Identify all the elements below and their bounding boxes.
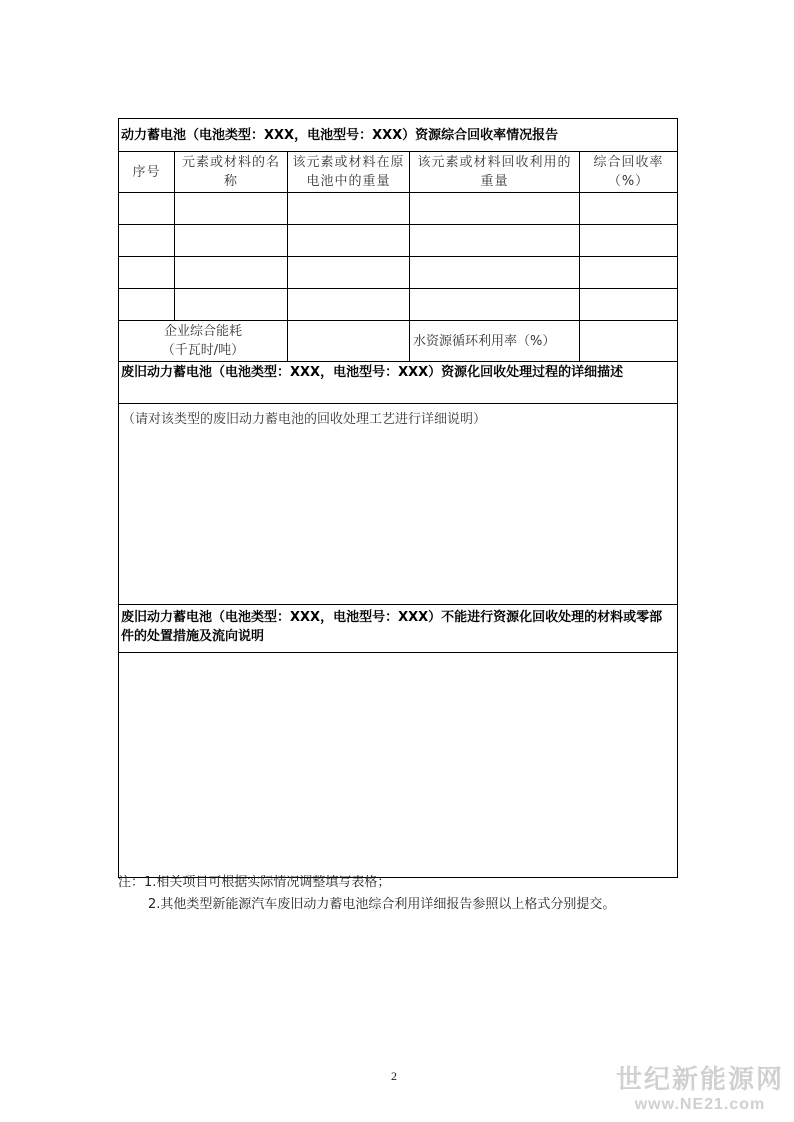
cell-original-weight[interactable] [288,193,410,225]
header-recycled-weight: 该元素或材料回收利用的重量 [410,152,580,193]
watermark [616,1059,784,1114]
cell-material[interactable] [175,193,288,225]
cell-original-weight[interactable] [288,289,410,321]
table-row [119,289,678,321]
cell-material[interactable] [175,225,288,257]
table-row [119,193,678,225]
cell-recovery-rate[interactable] [580,289,678,321]
table-header-row [119,152,678,193]
disposal-description-cell[interactable] [119,653,678,878]
energy-value-cell[interactable] [288,321,410,362]
cell-recovery-rate[interactable] [580,257,678,289]
table-row [119,257,678,289]
process-description-cell[interactable] [119,404,678,605]
cell-recovery-rate[interactable] [580,193,678,225]
energy-row [119,321,678,362]
water-value-cell[interactable] [580,321,678,362]
cell-material[interactable] [175,289,288,321]
energy-label-line2: （千瓦时/吨） [161,343,245,358]
cell-seq[interactable] [119,257,175,289]
disposal-title: 废旧动力蓄电池（电池类型：XXX，电池型号：XXX）不能进行资源化回收处理的材料或零部件的处置措施及流向说明 [119,605,678,653]
header-seq: 序号 [119,152,175,193]
note-line-1: 注：1.相关项目可根据实际情况调整填写表格； [118,875,391,890]
note-line-2: 2.其他类型新能源汽车废旧动力蓄电池综合利用详细报告参照以上格式分别提交。 [148,897,616,912]
recovery-report-table [118,118,678,878]
cell-recycled-weight[interactable] [410,225,580,257]
header-recovery-rate-line1: 综合回收率 [593,155,664,170]
water-label: 水资源循环利用率（%） [410,321,580,362]
process-placeholder: （请对该类型的废旧动力蓄电池的回收处理工艺进行详细说明） [122,412,487,427]
energy-label-line1: 企业综合能耗 [163,324,242,339]
header-original-weight: 该元素或材料在原电池中的重量 [288,152,410,193]
cell-material[interactable] [175,257,288,289]
cell-seq[interactable] [119,193,175,225]
page-number: 2 [391,1069,397,1083]
cell-recovery-rate[interactable] [580,225,678,257]
cell-recycled-weight[interactable] [410,193,580,225]
report-title: 动力蓄电池（电池类型：XXX，电池型号：XXX）资源综合回收率情况报告 [119,119,678,152]
cell-seq[interactable] [119,289,175,321]
watermark-name: 世纪新能源网 [615,1064,784,1094]
watermark-url: www.NE21.com [634,1096,766,1113]
table-row [119,225,678,257]
header-recovery-rate-line2: （%） [607,174,650,189]
header-recovery-rate [580,152,678,193]
energy-label [119,321,288,362]
cell-seq[interactable] [119,225,175,257]
header-material-name: 元素或材料的名称 [175,152,288,193]
cell-recycled-weight[interactable] [410,289,580,321]
notes [118,872,683,916]
cell-original-weight[interactable] [288,225,410,257]
process-title: 废旧动力蓄电池（电池类型：XXX，电池型号：XXX）资源化回收处理过程的详细描述 [119,362,678,404]
cell-original-weight[interactable] [288,257,410,289]
cell-recycled-weight[interactable] [410,257,580,289]
